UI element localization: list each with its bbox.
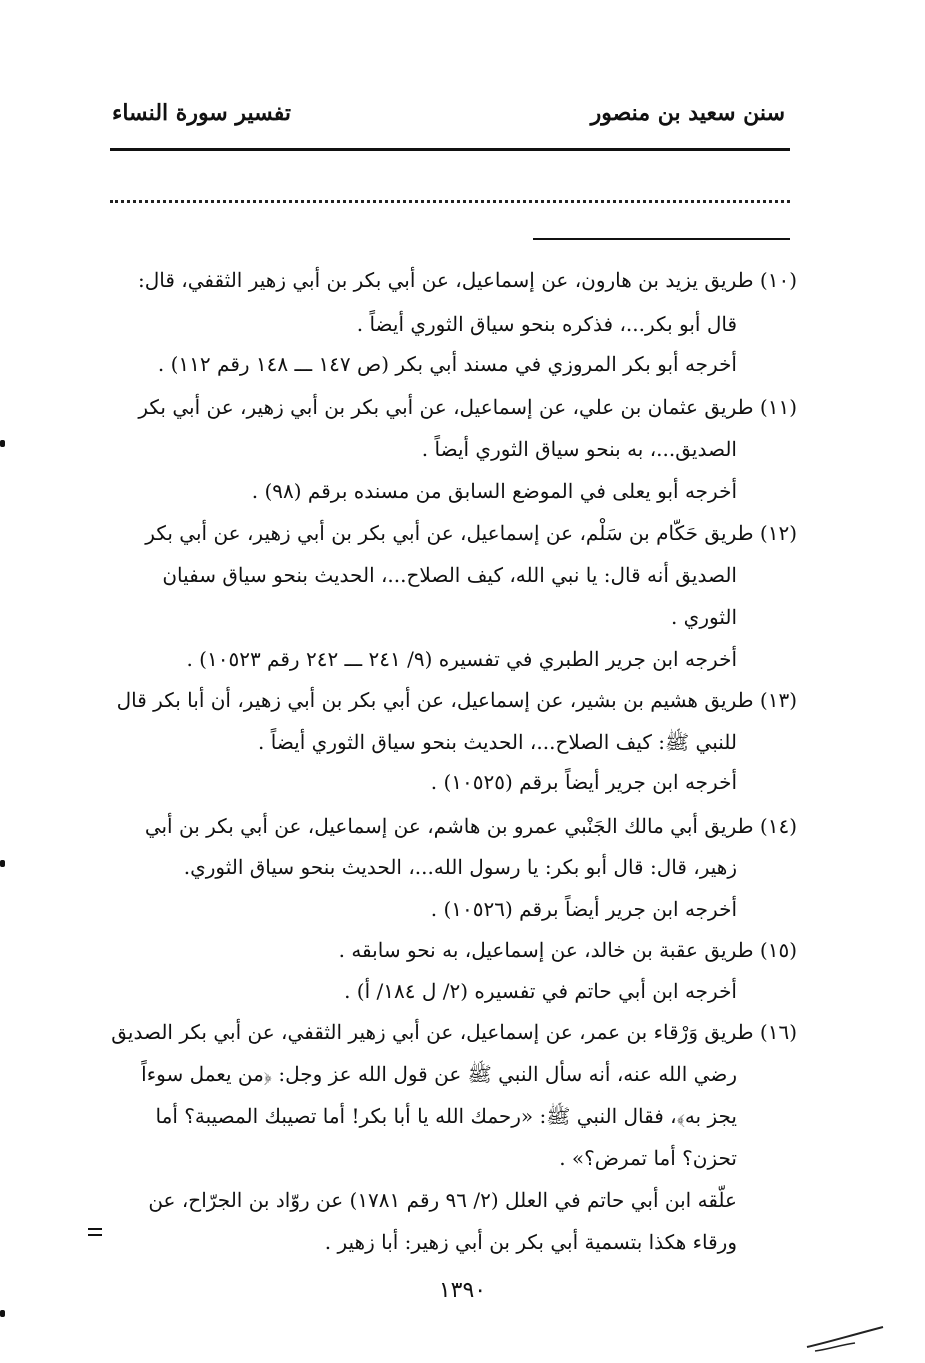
margin-mark <box>0 1310 5 1317</box>
footnote-line: علّقه ابن أبي حاتم في العلل (٢/ ٩٦ رقم ١٧٨١) عن روّاد بن الجرّاح، عن <box>148 1188 737 1212</box>
page-number: ١٣٩٠ <box>438 1278 487 1303</box>
footnote-line: زهير، قال: قال أبو بكر: يا رسول الله...، الحديث بنحو سياق الثوري. <box>183 855 737 879</box>
footnote-line: (١٣) طريق هشيم بن بشير، عن إسماعيل، عن أبي بكر بن أبي زهير، أن أبا بكر قال <box>116 688 797 712</box>
footnote-line: (١٢) طريق حَكّام بن سَلْم، عن إسماعيل، عن أبي بكر بن أبي زهير، عن أبي بكر <box>145 521 797 545</box>
footnote-line: أخرجه ابن أبي حاتم في تفسيره (٢/ ل ١٨٤/ أ) . <box>344 979 737 1003</box>
footnote-line: (١٦) طريق وَرْقاء بن عمر، عن إسماعيل، عن أبي زهير الثقفي، عن أبي بكر الصديق <box>111 1020 797 1044</box>
footnote-line: أخرجه أبو بكر المروزي في مسند أبي بكر (ص ١٤٧ ـــ ١٤٨ رقم ١١٢) . <box>157 352 737 376</box>
footnote-line: أخرجه ابن جرير أيضاً برقم (١٠٥٢٦) . <box>430 897 737 921</box>
pen-scribble <box>805 1323 885 1353</box>
margin-equals-mark <box>88 1228 102 1240</box>
footnote-line: الصديق أنه قال: يا نبي الله، كيف الصلاح...، الحديث بنحو سياق سفيان <box>162 563 737 587</box>
footnote-line: للنبي ﷺ: كيف الصلاح...، الحديث بنحو سياق الثوري أيضاً . <box>258 730 737 754</box>
footnote-line: ورقاء هكذا بتسمية أبي بكر بن أبي زهير: أبا زهير . <box>324 1230 737 1254</box>
margin-mark <box>0 440 5 447</box>
section-title: تفسير سورة النساء <box>112 100 292 126</box>
footnote-line: (١٠) طريق يزيد بن هارون، عن إسماعيل، عن أبي بكر بن أبي زهير الثقفي، قال: <box>138 268 797 292</box>
footnote-line: (١٥) طريق عقبة بن خالد، عن إسماعيل، به نحو سابقه . <box>338 938 797 962</box>
footnote-line: (١٤) طريق أبي مالك الجَنْبي عمرو بن هاشم، عن إسماعيل، عن أبي بكر بن أبي <box>144 814 797 838</box>
footnote-line: رضي الله عنه، أنه سأل النبي ﷺ عن قول الله عز وجل: ﴿من يعمل سوءاً <box>141 1062 737 1086</box>
footnote-line: (١١) طريق عثمان بن علي، عن إسماعيل، عن أبي بكر بن أبي زهير، عن أبي بكر <box>138 395 797 419</box>
footnote-line: أخرجه ابن جرير الطبري في تفسيره (٩/ ٢٤١ ـــ ٢٤٢ رقم ١٠٥٢٣) . <box>186 647 737 671</box>
book-title: سنن سعيد بن منصور <box>590 100 785 126</box>
margin-mark <box>0 860 5 867</box>
footnote-line: الصديق...، به بنحو سياق الثوري أيضاً . <box>421 437 737 461</box>
footnote-line: الثوري . <box>670 605 737 629</box>
footnote-line: تحزن؟ أما تمرض؟» . <box>559 1146 737 1170</box>
footnote-line: يجز به﴾، فقال النبي ﷺ: «رحمك الله يا أبا بكر! أما تصيبك المصيبة؟ أما <box>155 1104 737 1128</box>
footnote-line: قال أبو بكر...، فذكره بنحو سياق الثوري أيضاً . <box>356 312 737 336</box>
footnote-line: أخرجه ابن جرير أيضاً برقم (١٠٥٢٥) . <box>430 770 737 794</box>
footnote-line: أخرجه أبو يعلى في الموضع السابق من مسنده برقم (٩٨) . <box>251 479 737 503</box>
